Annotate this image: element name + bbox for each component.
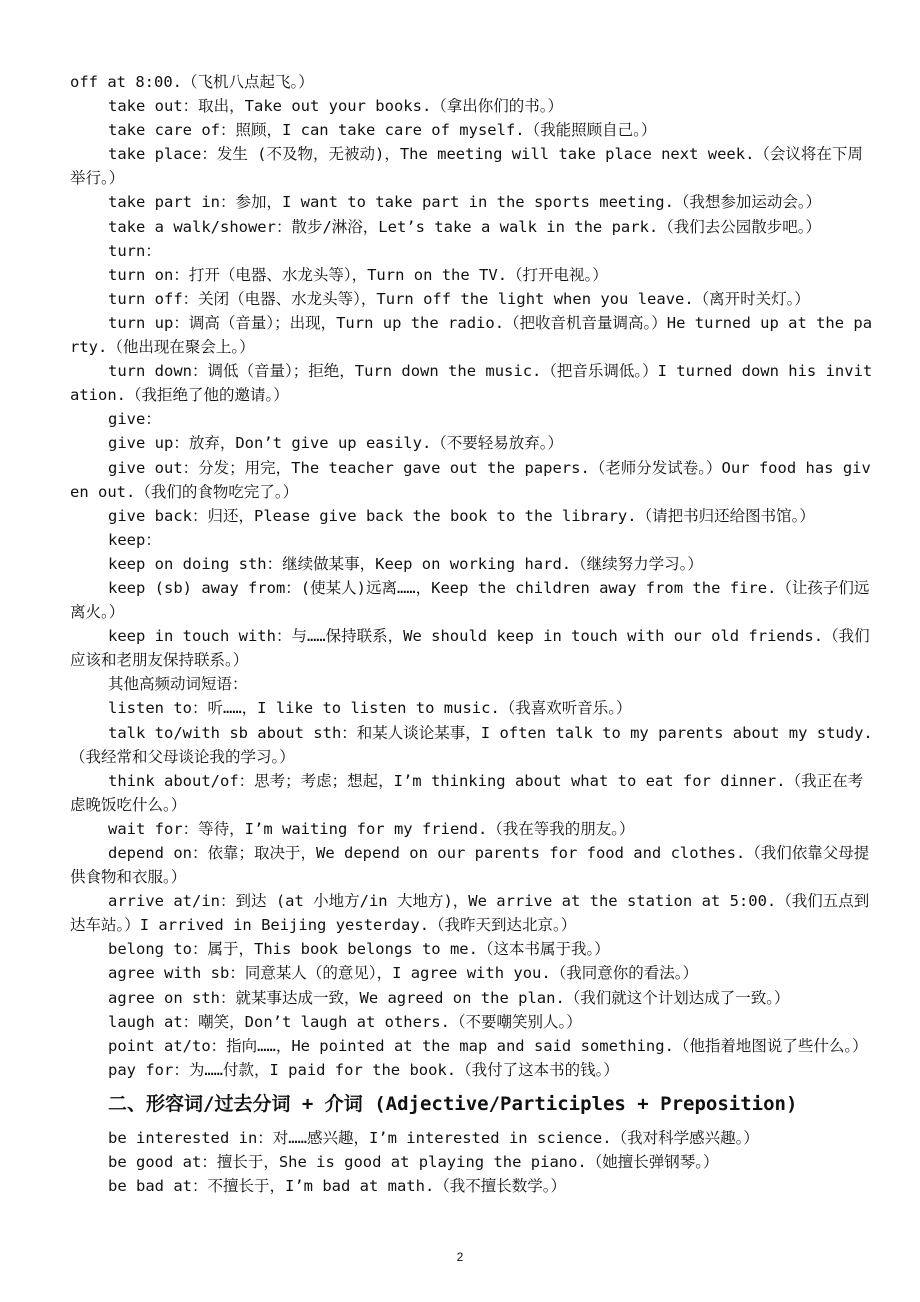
text-line: belong to：属于，This book belongs to me.（这本书属于我。） <box>108 940 610 959</box>
text-line: listen to：听……，I like to listen to music.（我喜欢听音乐。） <box>108 699 632 718</box>
text-line: turn down：调低（音量）；拒绝，Turn down the music.（把音乐调低。）I turned down his invitation.（我拒绝了他的邀请。） <box>70 362 873 405</box>
text-line: talk to/with sb about sth：和某人谈论某事，I often talk to my parents about my study.（我经常和父母谈论我的学习。） <box>70 723 873 766</box>
text-line: take a walk/shower：散步/淋浴，Let’s take a walk in the park.（我们去公园散步吧。） <box>108 217 822 236</box>
text-line: keep (sb) away from：(使某人)远离……，Keep the children away from the fire.（让孩子们远离火。） <box>70 578 870 622</box>
text-line: off at 8:00.（飞机八点起飞。） <box>70 73 314 91</box>
text-line: agree on sth：就某事达成一致，We agreed on the plan.（我们就这个计划达成了一致。） <box>108 988 790 1007</box>
text-line: keep in touch with：与……保持联系，We should keep in touch with our old friends.（我们应该和老朋友保持联系。） <box>70 627 870 670</box>
text-line: be good at：擅长于，She is good at playing the piano.（她擅长弹钢琴。） <box>108 1153 719 1172</box>
text-line: give back：归还，Please give back the book to the library.（请把书归还给图书馆。） <box>108 506 815 525</box>
text-line: think about/of：思考；考虑；想起，I’m thinking about what to eat for dinner.（我正在考虑晚饭吃什么。） <box>70 771 864 814</box>
text-line: depend on：依靠；取决于，We depend on our parents for food and clothes.（我们依靠父母提供食物和衣服。） <box>70 844 870 887</box>
text-line: turn： <box>108 241 161 260</box>
text-line: take out：取出，Take out your books.（拿出你们的书。） <box>108 97 564 116</box>
text-line: turn off：关闭（电器、水龙头等），Turn off the light when you leave.（离开时关灯。） <box>108 289 810 308</box>
text-line: point at/to：指向……，He pointed at the map and said something.（他指着地图说了些什么。） <box>108 1036 868 1055</box>
text-line: give out：分发；用完，The teacher gave out the papers.（老师分发试卷。）Our food has given out.（我们的食物吃完了。） <box>70 458 871 501</box>
text-line: laugh at：嘲笑，Don’t laugh at others.（不要嘲笑别人。） <box>108 1012 582 1031</box>
text-line: pay for：为……付款，I paid for the book.（我付了这本书的钱。） <box>108 1060 619 1079</box>
text-line: take place：发生 (不及物，无被动)，The meeting will take place next week.（会议将在下周举行。） <box>70 145 863 188</box>
text-line: 其他高频动词短语： <box>108 675 248 694</box>
text-line: be bad at：不擅长于，I’m bad at math.（我不擅长数学。） <box>108 1177 567 1196</box>
text-line: turn up：调高（音量）；出现，Turn up the radio.（把收音机音量调高。）He turned up at the party.（他出现在聚会上。） <box>70 313 873 357</box>
text-line: be interested in：对……感兴趣，I’m interested in science.（我对科学感兴趣。） <box>108 1128 759 1147</box>
text-line: turn on：打开（电器、水龙头等），Turn on the TV.（打开电视。） <box>108 265 608 284</box>
text-line: keep on doing sth：继续做某事，Keep on working hard.（继续努力学习。） <box>108 554 703 573</box>
page-content <box>70 70 878 1198</box>
section-heading: 二、形容词/过去分词 + 介词 (Adjective/Participles + Preposition) <box>108 1092 798 1115</box>
text-line: keep： <box>108 530 161 549</box>
text-line: give： <box>108 410 161 429</box>
text-line: arrive at/in：到达 (at 小地方/in 大地方)，We arrive at the station at 5:00.（我们五点到达车站。）I arrived in Beijing yesterday.（我昨天到达北京。） <box>70 892 870 935</box>
text-line: take part in：参加，I want to take part in the sports meeting.（我想参加运动会。） <box>108 193 822 212</box>
text-line: wait for：等待，I’m waiting for my friend.（我在等我的朋友。） <box>108 819 635 838</box>
text-line: agree with sb：同意某人（的意见），I agree with you.（我同意你的看法。） <box>108 964 698 983</box>
text-line: take care of：照顾，I can take care of myself.（我能照顾自己。） <box>108 121 657 140</box>
page-number: 2 <box>456 1250 464 1264</box>
text-line: give up：放弃，Don’t give up easily.（不要轻易放弃。） <box>108 434 564 453</box>
